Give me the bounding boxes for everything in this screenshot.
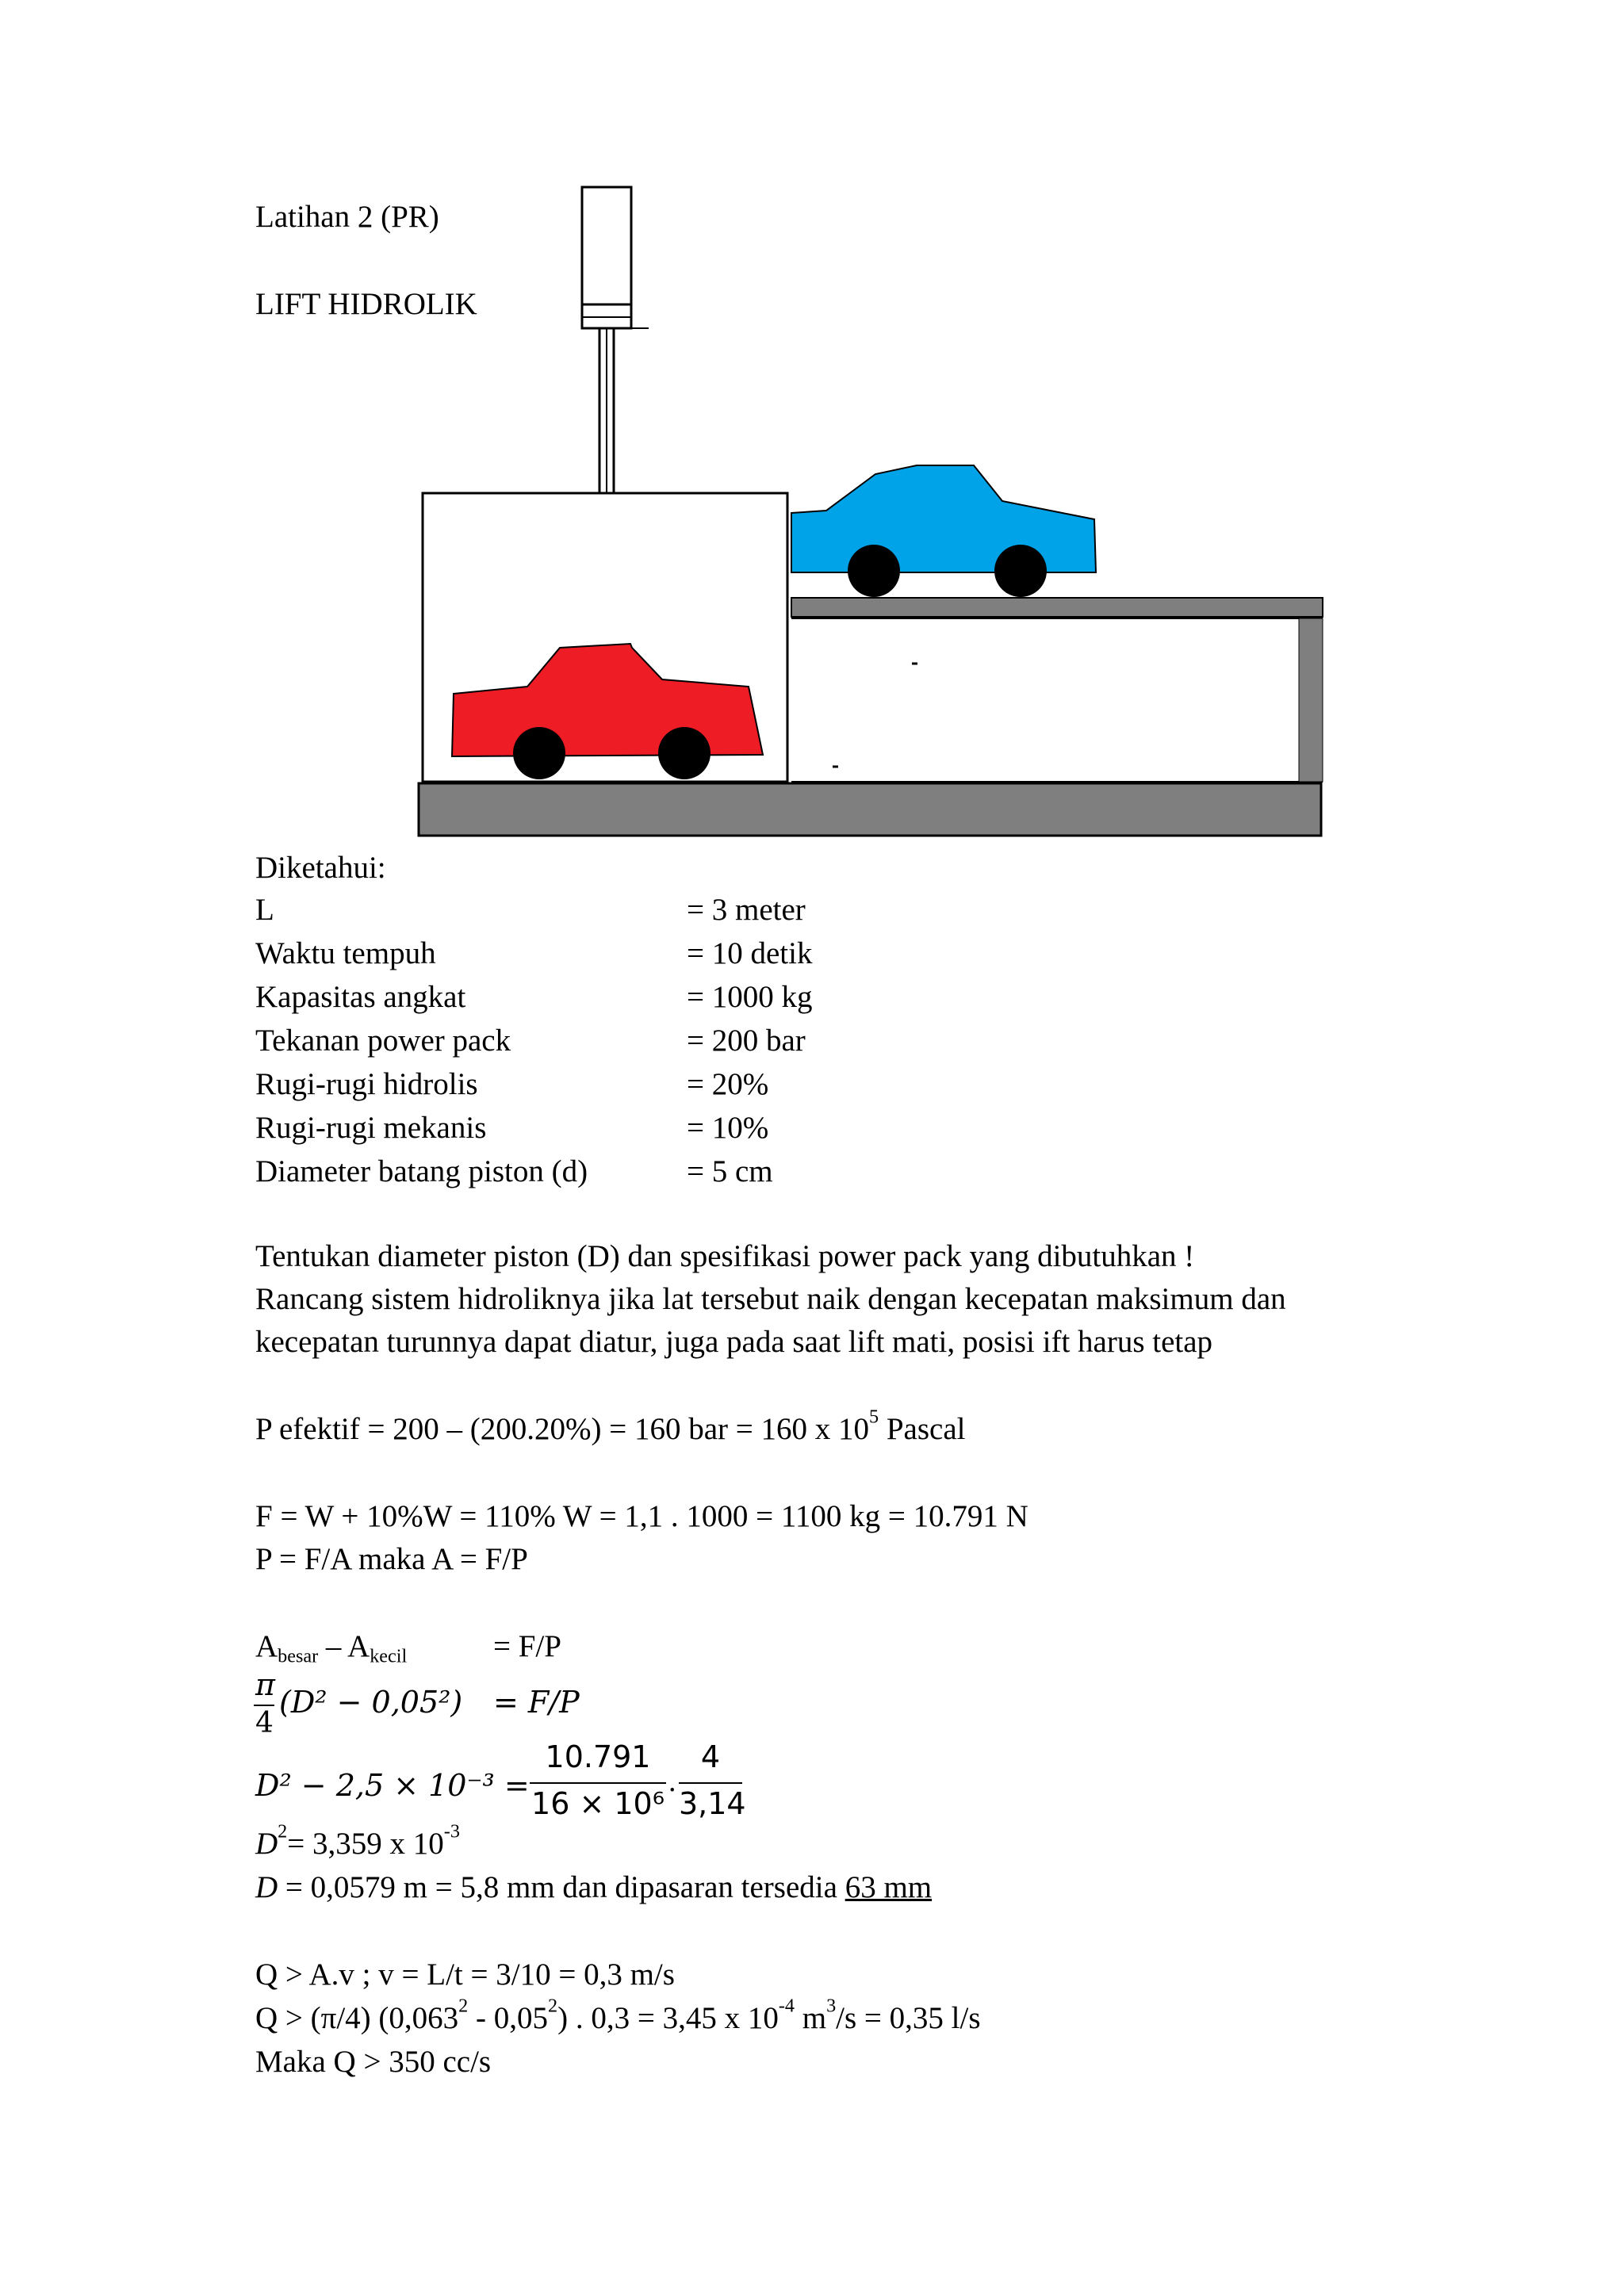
area-difference: $A_{besar} - A_{kecil}$ xyxy=(255,1629,408,1667)
multiply-dot: . xyxy=(668,1765,676,1798)
pi-denominator: 4 xyxy=(255,1707,274,1739)
exercise-title: Latihan 2 (PR) xyxy=(255,200,439,234)
given-label: Waktu tempuh xyxy=(255,936,436,970)
platform-support xyxy=(1299,618,1323,782)
blue-car-wheel-rear xyxy=(994,545,1047,597)
given-label: Tekanan power pack xyxy=(255,1024,511,1058)
blue-car-body xyxy=(791,465,1096,572)
flow-calculation: Q > (π/4) (0,063$^2$ - 0,05$^2$) . 0,3 = 3,45 x $10^{-4}$ $m^3/s = 0,35$ l/s xyxy=(255,1995,981,2035)
question-line: Tentukan diameter piston (D) dan spesifikasi power pack yang dibutuhkan ! xyxy=(255,1239,1195,1273)
fraction-numerator: 10.791 xyxy=(545,1739,651,1774)
flow-result: Maka Q > 350 cc/s xyxy=(255,2045,492,2079)
cylinder-barrel xyxy=(582,187,631,304)
force-equation: F = W + 10%W = 110% W = 1,1 . 1000 = 1100 kg = 10.791 N xyxy=(255,1499,1028,1533)
upper-platform xyxy=(791,598,1323,617)
red-car-wheel-front xyxy=(513,727,565,779)
given-value: = 20% xyxy=(687,1067,769,1101)
effective-pressure: P efektif = 200 – (200.20%) = 160 bar = 160 x $10^5$ Pascal xyxy=(255,1406,966,1446)
ground-base xyxy=(419,783,1321,836)
fraction-bar xyxy=(530,1782,666,1784)
diameter-result: D = 0,0579 m = 5,8 mm dan dipasaran tersedia 63 mm xyxy=(255,1870,933,1904)
given-value: = 3 meter xyxy=(687,893,806,927)
fraction-denominator: 3,14 xyxy=(679,1786,746,1821)
given-value: = 1000 kg xyxy=(687,980,813,1014)
question-line: Rancang sistem hidroliknya jika lat tersebut naik dengan kecepatan maksimum dan xyxy=(255,1282,1286,1316)
flow-equation: Q > A.v ; v = L/t = 3/10 = 0,3 m/s xyxy=(255,1957,675,1992)
pressure-area-equation: P = F/A maka A = F/P xyxy=(255,1542,528,1576)
given-label: Kapasitas angkat xyxy=(255,980,466,1014)
given-heading: Diketahui: xyxy=(255,851,386,885)
d-squared-equation: D² − 2,5 × 10⁻³ = xyxy=(255,1768,530,1803)
given-label: Rugi-rugi hidrolis xyxy=(255,1067,478,1101)
fraction-numerator: 4 xyxy=(700,1739,721,1774)
given-value: = 200 bar xyxy=(687,1024,806,1058)
given-value: = 10% xyxy=(687,1111,769,1145)
fraction-denominator: 16 × 10⁶ xyxy=(531,1786,665,1821)
given-value: = 10 detik xyxy=(687,936,813,970)
blue-car-wheel-front xyxy=(848,545,900,597)
given-value: = 5 cm xyxy=(687,1154,773,1188)
pi-numerator: π xyxy=(255,1667,275,1702)
red-car-wheel-rear xyxy=(658,727,710,779)
pi-fraction-bar xyxy=(254,1705,274,1706)
section-title: LIFT HIDROLIK xyxy=(255,287,477,321)
question-line: kecepatan turunnya dapat diatur, juga pada saat lift mati, posisi ift harus tetap xyxy=(255,1325,1213,1359)
fraction-bar xyxy=(679,1782,742,1784)
area-formula-rhs: = F/P xyxy=(493,1685,580,1720)
given-label: Diameter batang piston (d) xyxy=(255,1154,588,1188)
area-equals: = F/P xyxy=(493,1629,561,1663)
given-label: L xyxy=(255,893,274,927)
area-formula: (D² − 0,05²) xyxy=(279,1685,463,1720)
d-squared-result: $D^2= 3,359$ x $10^{-3}$ xyxy=(255,1820,460,1861)
given-label: Rugi-rugi mekanis xyxy=(255,1111,487,1145)
